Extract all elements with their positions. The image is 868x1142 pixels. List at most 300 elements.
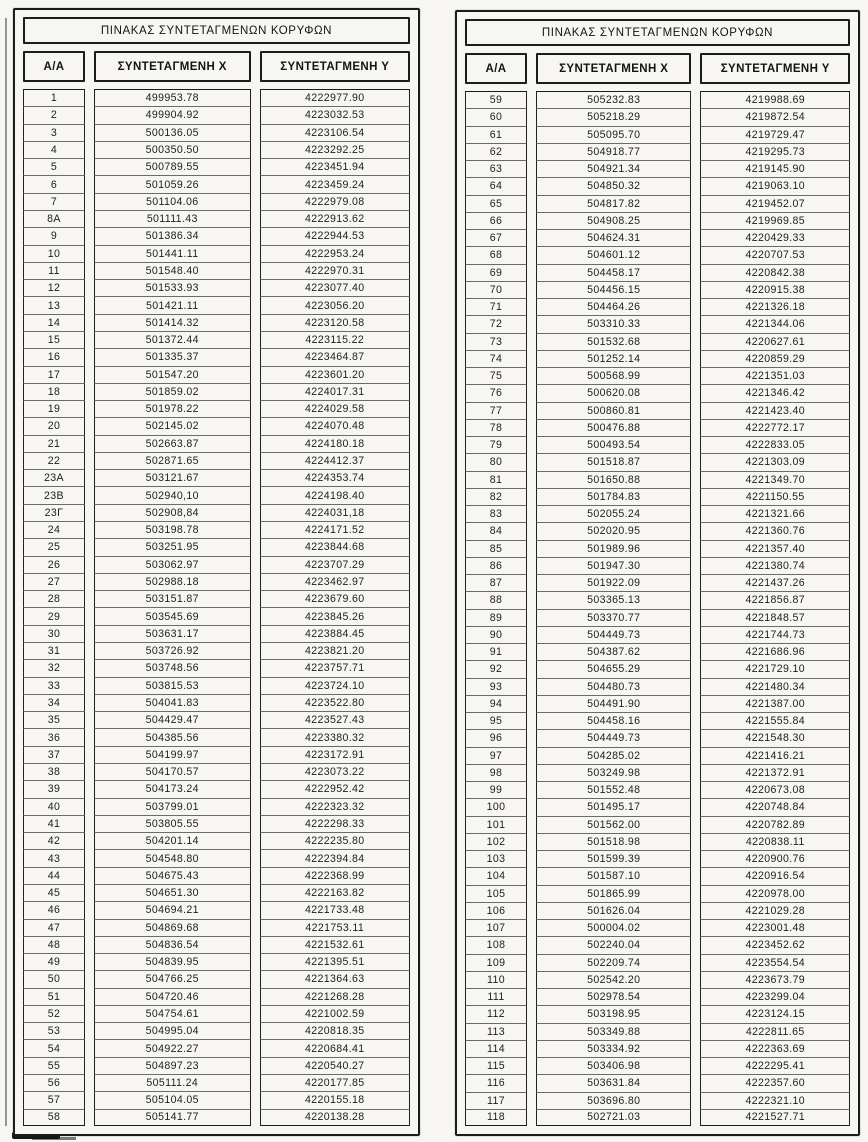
cell-x: 501626.04 [536, 902, 691, 919]
cell-y: 4220842.38 [700, 264, 850, 281]
table-row [23, 728, 410, 745]
cell-aa: 105 [465, 885, 527, 902]
table-row [465, 1040, 850, 1057]
cell-aa: 73 [465, 333, 527, 350]
cell-x: 504173.24 [94, 780, 251, 797]
cell-aa: 117 [465, 1092, 527, 1109]
cell-aa: 31 [23, 642, 85, 659]
cell-y: 4223459.24 [260, 175, 411, 192]
cell-x: 503696.80 [536, 1092, 691, 1109]
cell-x: 501859.02 [94, 383, 251, 400]
table-row [465, 988, 850, 1005]
cell-aa: 52 [23, 1005, 85, 1022]
cell-y: 4223172.91 [260, 746, 411, 763]
table-row [465, 246, 850, 263]
table-row [23, 746, 410, 763]
cell-aa: 35 [23, 711, 85, 728]
cell-x: 502055.24 [536, 505, 691, 522]
table-row [465, 1109, 850, 1126]
cell-aa: 78 [465, 419, 527, 436]
cell-x: 504836.54 [94, 936, 251, 953]
table-row [465, 264, 850, 281]
cell-x: 500789.55 [94, 158, 251, 175]
cell-aa: 27 [23, 573, 85, 590]
cell-aa: 44 [23, 867, 85, 884]
cell-aa: 55 [23, 1057, 85, 1074]
cell-aa: 30 [23, 625, 85, 642]
cell-x: 503748.56 [94, 659, 251, 676]
cell-y: 4222953.24 [260, 245, 411, 262]
column-header-x: ΣΥΝΤΕΤΑΓΜΕΝΗ Χ [536, 53, 691, 84]
cell-y: 4223757.71 [260, 659, 411, 676]
cell-y: 4223115.22 [260, 331, 411, 348]
cell-aa: 65 [465, 195, 527, 212]
cell-aa: 23Β [23, 486, 85, 503]
cell-x: 504624.31 [536, 229, 691, 246]
cell-x: 503545.69 [94, 607, 251, 624]
cell-aa: 4 [23, 141, 85, 158]
cell-y: 4224180.18 [260, 435, 411, 452]
table-row [23, 366, 410, 383]
cell-y: 4221527.71 [700, 1109, 850, 1126]
cell-y: 4223451.94 [260, 158, 411, 175]
table-row [465, 281, 850, 298]
cell-y: 4224029.58 [260, 400, 411, 417]
table-row [23, 435, 410, 452]
cell-y: 4221344.06 [700, 315, 850, 332]
cell-y: 4222833.05 [700, 436, 850, 453]
cell-y: 4222323.32 [260, 798, 411, 815]
cell-y: 4223554.54 [700, 954, 850, 971]
cell-x: 501552.48 [536, 781, 691, 798]
table-row [465, 126, 850, 143]
table-row [465, 315, 850, 332]
table-body [465, 91, 850, 1126]
table-row [23, 815, 410, 832]
cell-aa: 84 [465, 522, 527, 539]
table-row [23, 1039, 410, 1056]
cell-x: 504601.12 [536, 246, 691, 263]
cell-y: 4221387.00 [700, 695, 850, 712]
cell-aa: 56 [23, 1074, 85, 1091]
table-row [465, 591, 850, 608]
cell-aa: 48 [23, 936, 85, 953]
table-row [465, 419, 850, 436]
table-row [23, 607, 410, 624]
cell-x: 504199.97 [94, 746, 251, 763]
cell-aa: 43 [23, 849, 85, 866]
cell-x: 504897.23 [94, 1057, 251, 1074]
column-header-y: ΣΥΝΤΕΤΑΓΜΕΝΗ Υ [700, 53, 850, 84]
cell-x: 503121.67 [94, 469, 251, 486]
coordinates-table-right [455, 10, 860, 1136]
cell-y: 4223299.04 [700, 988, 850, 1005]
cell-aa: 24 [23, 521, 85, 538]
cell-aa: 45 [23, 884, 85, 901]
table-row [23, 400, 410, 417]
cell-x: 503062.97 [94, 556, 251, 573]
cell-y: 4222979.08 [260, 193, 411, 210]
cell-x: 504458.16 [536, 712, 691, 729]
cell-aa: 69 [465, 264, 527, 281]
cell-aa: 87 [465, 574, 527, 591]
cell-y: 4220915.38 [700, 281, 850, 298]
table-row [465, 850, 850, 867]
column-header-aa: Α/Α [465, 53, 527, 84]
cell-aa: 108 [465, 936, 527, 953]
cell-aa: 90 [465, 626, 527, 643]
table-row [465, 160, 850, 177]
cell-aa: 91 [465, 643, 527, 660]
cell-aa: 26 [23, 556, 85, 573]
cell-y: 4223844.68 [260, 538, 411, 555]
cell-aa: 12 [23, 279, 85, 296]
cell-aa: 72 [465, 315, 527, 332]
cell-y: 4221357.40 [700, 540, 850, 557]
cell-x: 502871.65 [94, 452, 251, 469]
table-row [23, 89, 410, 106]
table-row [23, 798, 410, 815]
cell-x: 501386.34 [94, 227, 251, 244]
table-row [465, 557, 850, 574]
cell-y: 4223601.20 [260, 366, 411, 383]
cell-y: 4223120.58 [260, 314, 411, 331]
cell-y: 4222944.53 [260, 227, 411, 244]
cell-y: 4221555.84 [700, 712, 850, 729]
cell-aa: 88 [465, 591, 527, 608]
cell-y: 4220838.11 [700, 833, 850, 850]
cell-x: 503799.01 [94, 798, 251, 815]
cell-y: 4223679.60 [260, 590, 411, 607]
cell-x: 504201.14 [94, 832, 251, 849]
table-row [23, 106, 410, 123]
cell-x: 503631.84 [536, 1074, 691, 1091]
table-row [465, 1005, 850, 1022]
cell-y: 4219295.73 [700, 143, 850, 160]
table-row [465, 229, 850, 246]
cell-x: 502663.87 [94, 435, 251, 452]
cell-y: 4219872.54 [700, 108, 850, 125]
table-row [23, 867, 410, 884]
table-row [23, 1109, 410, 1126]
cell-x: 503406.98 [536, 1057, 691, 1074]
cell-x: 504458.17 [536, 264, 691, 281]
table-row [465, 540, 850, 557]
cell-aa: 21 [23, 435, 85, 452]
table-row [465, 678, 850, 695]
cell-aa: 22 [23, 452, 85, 469]
cell-x: 504869.68 [94, 919, 251, 936]
cell-y: 4220684.41 [260, 1039, 411, 1056]
cell-aa: 103 [465, 850, 527, 867]
cell-aa: 86 [465, 557, 527, 574]
cell-aa: 98 [465, 764, 527, 781]
cell-aa: 7 [23, 193, 85, 210]
table-row [23, 193, 410, 210]
cell-aa: 32 [23, 659, 85, 676]
table-row [465, 919, 850, 936]
cell-x: 501111.43 [94, 210, 251, 227]
cell-aa: 114 [465, 1040, 527, 1057]
table-row [23, 573, 410, 590]
cell-x: 501650.88 [536, 471, 691, 488]
cell-x: 501922.09 [536, 574, 691, 591]
cell-aa: 81 [465, 471, 527, 488]
cell-x: 504464.26 [536, 298, 691, 315]
cell-x: 504480.73 [536, 678, 691, 695]
cell-aa: 85 [465, 540, 527, 557]
cell-y: 4221351.03 [700, 367, 850, 384]
cell-y: 4221303.09 [700, 453, 850, 470]
table-row [465, 402, 850, 419]
column-header-aa: Α/Α [23, 51, 85, 82]
cell-x: 504449.73 [536, 626, 691, 643]
cell-x: 502240.04 [536, 936, 691, 953]
cell-y: 4221150.55 [700, 488, 850, 505]
cell-x: 501335.37 [94, 348, 251, 365]
cell-y: 4223124.15 [700, 1005, 850, 1022]
table-row [465, 298, 850, 315]
table-body [23, 89, 410, 1126]
table-row [465, 1092, 850, 1109]
cell-aa: 36 [23, 728, 85, 745]
cell-x: 499953.78 [94, 89, 251, 106]
cell-aa: 6 [23, 175, 85, 192]
cell-y: 4223845.26 [260, 607, 411, 624]
table-row [23, 504, 410, 521]
cell-x: 502721.03 [536, 1109, 691, 1126]
cell-aa: 58 [23, 1109, 85, 1126]
cell-y: 4221744.73 [700, 626, 850, 643]
cell-x: 503365.13 [536, 591, 691, 608]
cell-x: 505111.24 [94, 1074, 251, 1091]
cell-y: 4223452.62 [700, 936, 850, 953]
cell-y: 4222295.41 [700, 1057, 850, 1074]
cell-aa: 77 [465, 402, 527, 419]
cell-y: 4223707.29 [260, 556, 411, 573]
cell-aa: 83 [465, 505, 527, 522]
cell-aa: 53 [23, 1022, 85, 1039]
cell-y: 4224171.52 [260, 521, 411, 538]
table-row [465, 833, 850, 850]
cell-y: 4221733.48 [260, 901, 411, 918]
cell-y: 4220859.29 [700, 350, 850, 367]
table-row [23, 262, 410, 279]
cell-x: 501518.98 [536, 833, 691, 850]
table-row [465, 367, 850, 384]
cell-x: 501947.30 [536, 557, 691, 574]
cell-y: 4220978.00 [700, 885, 850, 902]
cell-y: 4224031,18 [260, 504, 411, 521]
cell-aa: 118 [465, 1109, 527, 1126]
table-row [465, 212, 850, 229]
cell-x: 501784.83 [536, 488, 691, 505]
table-row [23, 884, 410, 901]
table-row [465, 695, 850, 712]
table-row [465, 108, 850, 125]
table-row [23, 279, 410, 296]
table-row [23, 625, 410, 642]
cell-y: 4221326.18 [700, 298, 850, 315]
cell-x: 503198.78 [94, 521, 251, 538]
cell-aa: 80 [465, 453, 527, 470]
cell-x: 502020.95 [536, 522, 691, 539]
cell-x: 505095.70 [536, 126, 691, 143]
cell-y: 4222321.10 [700, 1092, 850, 1109]
table-row [23, 953, 410, 970]
table-row [465, 626, 850, 643]
cell-x: 504675.43 [94, 867, 251, 884]
cell-x: 503310.33 [536, 315, 691, 332]
column-header-y: ΣΥΝΤΕΤΑΓΜΕΝΗ Υ [260, 51, 411, 82]
cell-y: 4223077.40 [260, 279, 411, 296]
table-row [465, 488, 850, 505]
cell-y: 4220540.27 [260, 1057, 411, 1074]
cell-y: 4222970.31 [260, 262, 411, 279]
table-row [23, 1057, 410, 1074]
table-row [23, 832, 410, 849]
cell-aa: 3 [23, 124, 85, 141]
cell-aa: 17 [23, 366, 85, 383]
cell-x: 504651.30 [94, 884, 251, 901]
table-row [23, 1091, 410, 1108]
cell-x: 501533.93 [94, 279, 251, 296]
cell-aa: 50 [23, 970, 85, 987]
cell-x: 504491.90 [536, 695, 691, 712]
cell-y: 4222368.99 [260, 867, 411, 884]
cell-x: 503631.17 [94, 625, 251, 642]
cell-y: 4221321.66 [700, 505, 850, 522]
table-row [465, 747, 850, 764]
table-row [23, 469, 410, 486]
table-row [465, 333, 850, 350]
cell-y: 4221346.42 [700, 384, 850, 401]
table-row [23, 331, 410, 348]
table-row [23, 417, 410, 434]
cell-x: 500136.05 [94, 124, 251, 141]
cell-y: 4221423.40 [700, 402, 850, 419]
cell-aa: 54 [23, 1039, 85, 1056]
cell-x: 501989.96 [536, 540, 691, 557]
table-row [23, 711, 410, 728]
cell-y: 4221548.30 [700, 729, 850, 746]
cell-aa: 89 [465, 609, 527, 626]
cell-x: 504456.15 [536, 281, 691, 298]
table-row [23, 988, 410, 1005]
cell-x: 500620.08 [536, 384, 691, 401]
cell-y: 4219452.07 [700, 195, 850, 212]
cell-y: 4224353.74 [260, 469, 411, 486]
cell-x: 505104.05 [94, 1091, 251, 1108]
cell-y: 4223527.43 [260, 711, 411, 728]
cell-aa: 33 [23, 677, 85, 694]
cell-y: 4224198.40 [260, 486, 411, 503]
cell-x: 502978.54 [536, 988, 691, 1005]
cell-x: 503251.95 [94, 538, 251, 555]
cell-x: 504766.25 [94, 970, 251, 987]
cell-x: 503370.77 [536, 609, 691, 626]
cell-y: 4224017.31 [260, 383, 411, 400]
cell-aa: 13 [23, 296, 85, 313]
cell-y: 4222357.60 [700, 1074, 850, 1091]
cell-aa: 19 [23, 400, 85, 417]
table-row [23, 296, 410, 313]
cell-x: 501059.26 [94, 175, 251, 192]
cell-x: 504385.56 [94, 728, 251, 745]
table-row [465, 1074, 850, 1091]
cell-x: 502988.18 [94, 573, 251, 590]
cell-y: 4222811.65 [700, 1023, 850, 1040]
cell-x: 503249.98 [536, 764, 691, 781]
cell-y: 4220818.35 [260, 1022, 411, 1039]
cell-x: 501532.68 [536, 333, 691, 350]
cell-aa: 23Γ [23, 504, 85, 521]
cell-y: 4222952.42 [260, 780, 411, 797]
cell-y: 4220900.76 [700, 850, 850, 867]
cell-aa: 106 [465, 902, 527, 919]
cell-y: 4223292.25 [260, 141, 411, 158]
cell-x: 504285.02 [536, 747, 691, 764]
cell-aa: 61 [465, 126, 527, 143]
cell-y: 4223884.45 [260, 625, 411, 642]
table-row [465, 643, 850, 660]
cell-x: 501547.20 [94, 366, 251, 383]
table-row [465, 471, 850, 488]
cell-x: 504918.77 [536, 143, 691, 160]
cell-aa: 57 [23, 1091, 85, 1108]
cell-x: 504170.57 [94, 763, 251, 780]
cell-y: 4222772.17 [700, 419, 850, 436]
cell-x: 505218.29 [536, 108, 691, 125]
cell-x: 503805.55 [94, 815, 251, 832]
table-row [465, 574, 850, 591]
cell-x: 500004.02 [536, 919, 691, 936]
table-row [23, 486, 410, 503]
cell-x: 504839.95 [94, 953, 251, 970]
cell-x: 503815.53 [94, 677, 251, 694]
cell-aa: 42 [23, 832, 85, 849]
table-row [23, 227, 410, 244]
table-row [23, 1022, 410, 1039]
table-row [23, 383, 410, 400]
cell-y: 4223032.53 [260, 106, 411, 123]
cell-y: 4223462.97 [260, 573, 411, 590]
cell-x: 501252.14 [536, 350, 691, 367]
cell-x: 504921.34 [536, 160, 691, 177]
cell-y: 4223001.48 [700, 919, 850, 936]
table-row [465, 195, 850, 212]
table-row [465, 971, 850, 988]
table-row [23, 849, 410, 866]
cell-y: 4222977.90 [260, 89, 411, 106]
cell-x: 504694.21 [94, 901, 251, 918]
cell-x: 504041.83 [94, 694, 251, 711]
cell-x: 501421.11 [94, 296, 251, 313]
cell-aa: 74 [465, 350, 527, 367]
table-row [465, 436, 850, 453]
cell-aa: 34 [23, 694, 85, 711]
cell-y: 4221686.96 [700, 643, 850, 660]
cell-y: 4221364.63 [260, 970, 411, 987]
cell-x: 501372.44 [94, 331, 251, 348]
cell-x: 501587.10 [536, 867, 691, 884]
cell-aa: 51 [23, 988, 85, 1005]
table-row [23, 452, 410, 469]
cell-x: 504429.47 [94, 711, 251, 728]
cell-x: 504754.61 [94, 1005, 251, 1022]
table-row [465, 660, 850, 677]
cell-aa: 107 [465, 919, 527, 936]
